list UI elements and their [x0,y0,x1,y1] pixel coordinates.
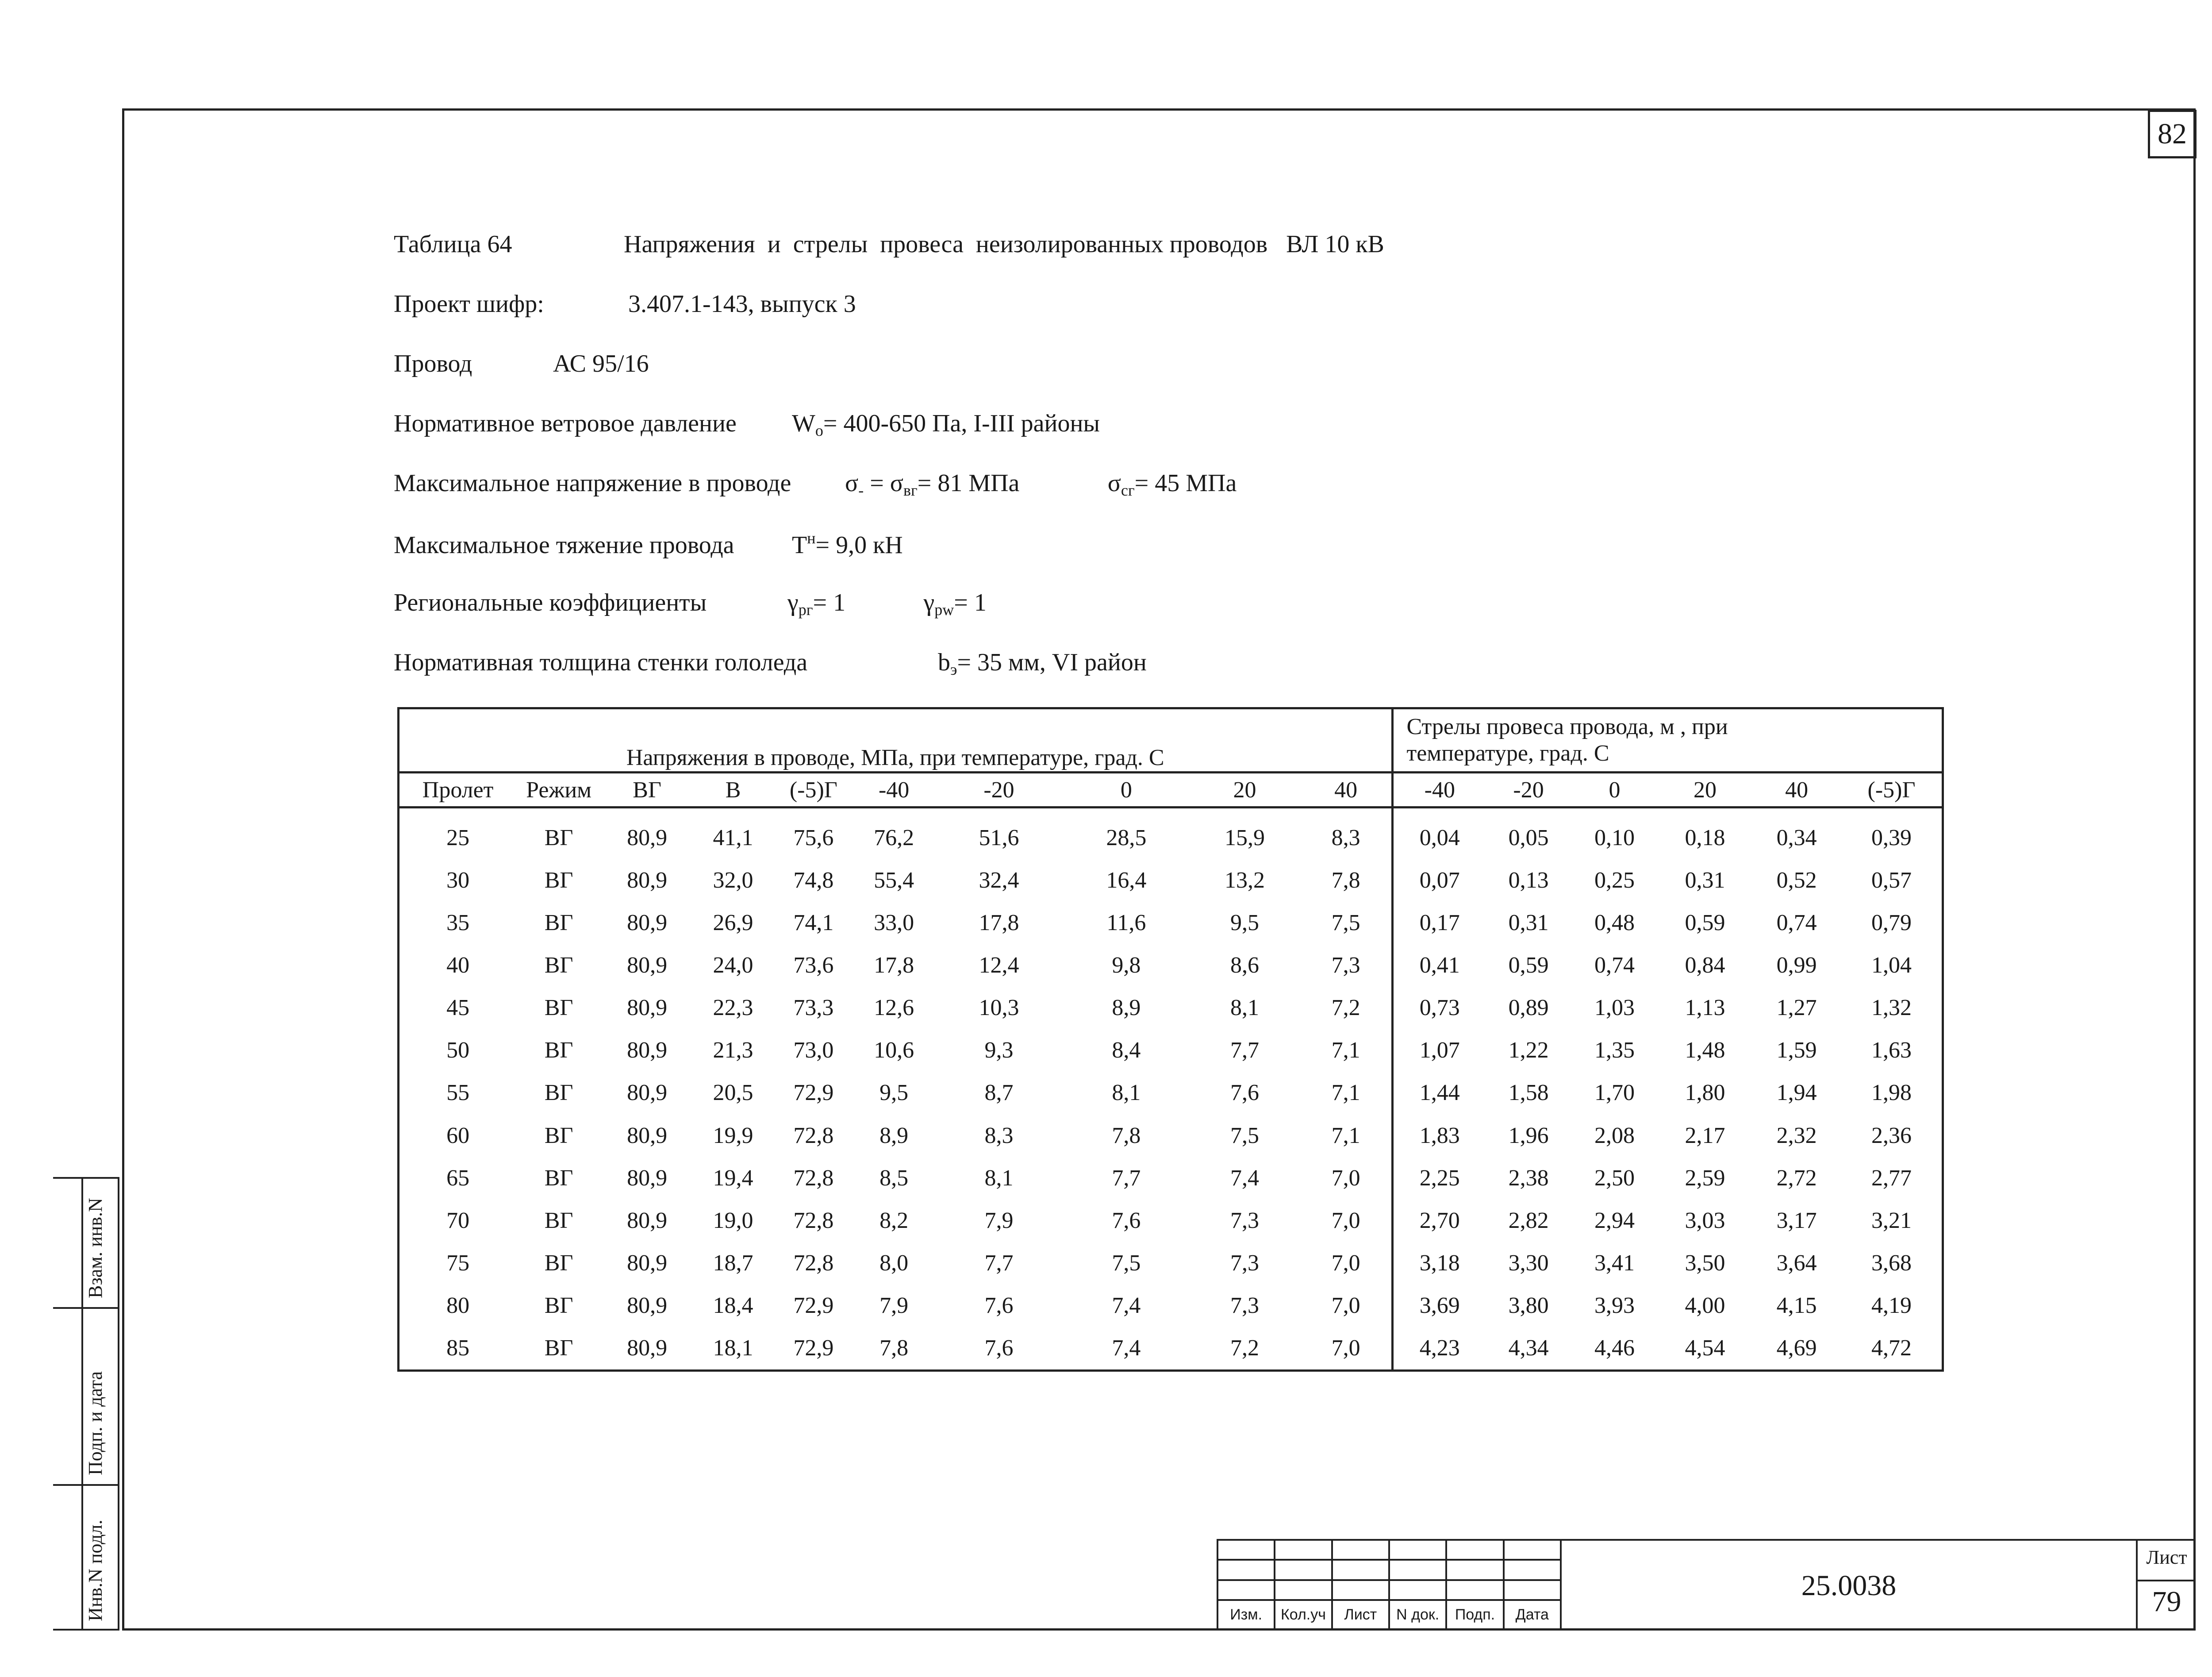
table-cell: 16,4 [1106,867,1147,893]
wire-line [394,350,649,378]
table-cell: 17,8 [979,910,1019,935]
table-cell: 0,04 [1419,825,1460,850]
column-header: -20 [934,773,1064,808]
table-cell: 2,25 [1419,1165,1460,1191]
coef-value-1: = 1 [813,589,846,616]
table-cell: 3,80 [1508,1293,1549,1319]
table-cell: 9,8 [1112,953,1141,978]
table-cell: 7,8 [1112,1123,1141,1148]
table-cell: 32,4 [979,867,1019,893]
table-cell: 7,3 [1230,1293,1260,1319]
revision-label: N док. [1389,1600,1446,1630]
table-cell: 2,17 [1685,1123,1725,1148]
table-cell: 70 [446,1208,470,1233]
table-cell: 7,4 [1112,1335,1141,1361]
table-cell: 80,9 [627,1208,668,1233]
document-code: 25.0038 [1562,1539,2136,1631]
table-cell: 17,8 [874,953,914,978]
revision-label: Изм. [1217,1600,1275,1630]
table-cell: 0,18 [1685,825,1725,850]
table-cell: 1,83 [1419,1123,1460,1148]
coef-line [394,588,987,619]
wind-line [394,409,1100,440]
table-cell: 0,25 [1594,867,1635,893]
table-cell: 73,6 [793,953,834,978]
table-cell: 3,30 [1508,1250,1549,1276]
table-cell: 8,4 [1112,1038,1141,1063]
column-header: 20 [1189,773,1301,808]
table-cell: 4,54 [1685,1335,1725,1361]
table-cell: 0,73 [1419,995,1460,1021]
table-cell: 55,4 [874,867,914,893]
table-cell: 8,2 [879,1208,909,1233]
sheet-number: 82 [2148,110,2197,158]
stress-line [394,469,1237,500]
column-header: Режим [516,773,601,808]
table-row [399,1072,1943,1114]
table-cell: 3,69 [1419,1293,1460,1319]
table-cell: 8,3 [984,1123,1014,1148]
table-cell: 3,17 [1776,1208,1817,1233]
table-cell: 80,9 [627,995,668,1021]
column-header: (-5)Г [1841,773,1943,808]
table-cell: 0,99 [1776,953,1817,978]
table-cell: 80,9 [627,1335,668,1361]
wind-label: Нормативное ветровое давление [394,410,737,437]
revision-grid [1217,1539,1562,1631]
table-cell: 12,6 [874,995,914,1021]
table-cell: 7,7 [1230,1038,1260,1063]
table-cell: 80,9 [627,953,668,978]
strip-label-replace: Взам. инв.N [84,1198,106,1298]
table-cell: 32,0 [713,867,753,893]
table-cell: 1,80 [1685,1080,1725,1106]
list-box [2136,1539,2196,1631]
table-cell: 0,10 [1594,825,1635,850]
table-cell: 0,39 [1871,825,1912,850]
column-header: 20 [1658,773,1752,808]
table-cell: 73,0 [793,1038,834,1063]
strip-line [53,1484,118,1486]
table-cell: 7,3 [1230,1208,1260,1233]
list-label: Лист [2146,1546,2187,1568]
table-cell: ВГ [544,910,573,935]
table-cell: 7,2 [1301,987,1392,1029]
strip-label-sign: Подп. и дата [84,1371,106,1475]
table-cell: 30 [446,867,470,893]
table-cell: 0,52 [1776,867,1817,893]
table-cell: 0,74 [1776,910,1817,935]
table-body [399,808,1943,1371]
table-cell: 1,03 [1594,995,1635,1021]
list-divider [2138,1580,2196,1581]
project-line [394,290,856,318]
table-cell: 1,04 [1871,953,1912,978]
table-cell: 4,00 [1685,1293,1725,1319]
table-cell: 0,31 [1508,910,1549,935]
table-cell: 7,0 [1301,1327,1392,1371]
table-cell: ВГ [544,1335,573,1361]
table-row [399,1327,1943,1371]
table-cell: 8,1 [1230,995,1260,1021]
table-cell: 4,19 [1871,1293,1912,1319]
table-cell: 0,79 [1871,910,1912,935]
table-row [399,987,1943,1029]
wind-value: = 400-650 Па, I-III районы [823,410,1100,437]
table-cell: 60 [446,1123,470,1148]
left-stamp-strip [53,1177,119,1631]
table-cell: 8,9 [1112,995,1141,1021]
wire-label: Провод [394,350,472,377]
table-cell: 20,5 [713,1080,753,1106]
table-cell: 9,3 [984,1038,1014,1063]
table-cell: 7,6 [984,1293,1014,1319]
table-cell: 33,0 [874,910,914,935]
column-header: В [693,773,773,808]
table-cell: 15,9 [1225,825,1265,850]
table-cell: 1,59 [1776,1038,1817,1063]
table-cell: 2,70 [1419,1208,1460,1233]
table-cell: 7,0 [1301,1199,1392,1242]
table-cell: 1,13 [1685,995,1725,1021]
table-cell: 26,9 [713,910,753,935]
table-cell: 3,03 [1685,1208,1725,1233]
stress-value-2: = 45 МПа [1134,469,1237,497]
table-cell: 80,9 [627,1165,668,1191]
column-header-row [399,773,1943,808]
table-cell: ВГ [544,995,573,1021]
table-cell: 74,1 [793,910,834,935]
table-cell: 7,1 [1301,1114,1392,1157]
table-cell: 0,57 [1871,867,1912,893]
table-cell: 11,6 [1106,910,1146,935]
table-cell: 3,68 [1871,1250,1912,1276]
table-cell: 7,5 [1230,1123,1260,1148]
table-cell: 13,2 [1225,867,1265,893]
table-cell: 2,36 [1871,1123,1912,1148]
table-cell: 75,6 [793,825,834,850]
table-cell: 7,9 [984,1208,1014,1233]
table-cell: 1,96 [1508,1123,1549,1148]
ice-line [394,648,1147,679]
table-cell: 65 [446,1165,470,1191]
table-cell: 72,8 [793,1165,834,1191]
strip-label-inv: Инв.N подл. [84,1519,106,1621]
column-header: 0 [1571,773,1658,808]
table-cell: 1,94 [1776,1080,1817,1106]
table-cell: 4,15 [1776,1293,1817,1319]
table-row [399,1029,1943,1072]
table-cell: 80,9 [627,1123,668,1148]
ice-symbol: $b_э$ [938,649,957,678]
table-cell: 19,0 [713,1208,753,1233]
table-cell: 9,5 [1230,910,1260,935]
revision-label: Подп. [1446,1600,1503,1630]
table-cell: 80,9 [627,1080,668,1106]
column-header: -20 [1486,773,1571,808]
table-cell: 72,9 [793,1293,834,1319]
table-cell: 7,0 [1301,1242,1392,1284]
table-cell: 10,6 [874,1038,914,1063]
table-cell: 3,41 [1594,1250,1635,1276]
table-cell: 19,9 [713,1123,753,1148]
table-cell: 22,3 [713,995,753,1021]
tension-line [394,529,903,559]
table-cell: ВГ [544,1250,573,1276]
table-cell: 80,9 [627,867,668,893]
table-cell: 18,1 [713,1335,753,1361]
table-cell: 9,5 [879,1080,909,1106]
table-cell: 3,64 [1776,1250,1817,1276]
table-cell: 85 [446,1335,470,1361]
table-cell: 0,89 [1508,995,1549,1021]
column-header: ВГ [601,773,693,808]
table-title: Напряжения и стрелы провеса неизолированных проводов ВЛ 10 кВ [624,231,1384,258]
stress-symbol: $\sigma_- = \sigma_{вг}$ [845,469,918,499]
stress-sag-table [397,707,1944,1372]
column-header: Пролет [399,773,517,808]
table-cell: 2,38 [1508,1165,1549,1191]
table-cell: 2,08 [1594,1123,1635,1148]
table-cell: 1,63 [1871,1038,1912,1063]
coef-label: Региональные коэффициенты [394,589,707,616]
strip-divider [81,1179,83,1629]
table-cell: 2,32 [1776,1123,1817,1148]
table-cell: 2,59 [1685,1165,1725,1191]
table-cell: 1,27 [1776,995,1817,1021]
table-cell: 75 [446,1250,470,1276]
coef-value-2: = 1 [954,589,987,616]
table-cell: 1,35 [1594,1038,1635,1063]
tension-value: = 9,0 кН [815,531,903,559]
table-cell: 1,22 [1508,1038,1549,1063]
table-cell: 7,7 [984,1250,1014,1276]
table-cell: 7,7 [1112,1165,1141,1191]
table-cell: ВГ [544,1165,573,1191]
table-cell: 8,9 [879,1123,909,1148]
table-cell: 7,0 [1301,1285,1392,1327]
table-cell: 3,50 [1685,1250,1725,1276]
table-cell: 7,4 [1112,1293,1141,1319]
table-cell: 80,9 [627,1293,668,1319]
table-cell: 2,77 [1871,1165,1912,1191]
table-row [399,859,1943,901]
table-cell: 24,0 [713,953,753,978]
table-cell: 7,2 [1230,1335,1260,1361]
table-cell: 28,5 [1106,825,1147,850]
revision-label: Дата [1504,1600,1561,1630]
table-cell: 12,4 [979,953,1019,978]
list-number: 79 [2152,1585,2181,1618]
stress-label: Максимальное напряжение в проводе [394,469,791,497]
table-cell: 7,4 [1230,1165,1260,1191]
table-cell: ВГ [544,1123,573,1148]
table-cell: 7,0 [1301,1157,1392,1199]
tension-symbol: $T^н$ [792,529,816,559]
table-cell: 35 [446,910,470,935]
table-cell: 7,1 [1301,1072,1392,1114]
table-cell: 0,31 [1685,867,1725,893]
table-cell: 10,3 [979,995,1019,1021]
table-cell: 0,74 [1594,953,1635,978]
table-cell: 18,7 [713,1250,753,1276]
table-cell: 1,98 [1871,1080,1912,1106]
table-label: Таблица 64 [394,231,512,258]
table-cell: 8,1 [1112,1080,1141,1106]
column-header: 40 [1752,773,1841,808]
table-cell: 7,6 [1112,1208,1141,1233]
table-cell: 25 [446,825,470,850]
table-cell: 55 [446,1080,470,1106]
coef-symbol-1: $\gamma_{рг}$ [787,589,813,619]
strip-line [53,1307,118,1309]
table-cell: 80 [446,1293,470,1319]
table-cell: 7,5 [1112,1250,1141,1276]
table-cell: 7,1 [1301,1029,1392,1072]
table-cell: ВГ [544,1293,573,1319]
table-cell: 2,82 [1508,1208,1549,1233]
coef-symbol-2: $\gamma_{рw}$ [923,589,954,619]
table-cell: 8,5 [879,1165,909,1191]
column-header: (-5)Г [773,773,854,808]
table-cell: 2,94 [1594,1208,1635,1233]
table-cell: 8,1 [984,1165,1014,1191]
table-cell: 0,84 [1685,953,1725,978]
project-label: Проект шифр: [394,290,544,318]
table-cell: 7,6 [1230,1080,1260,1106]
table-row [399,1199,1943,1242]
table-cell: 0,59 [1508,953,1549,978]
table-cell: 7,6 [984,1335,1014,1361]
revision-label: Лист [1332,1600,1389,1630]
table-cell: 19,4 [713,1165,753,1191]
table-row [399,901,1943,944]
table-cell: 72,8 [793,1208,834,1233]
table-cell: 0,07 [1419,867,1460,893]
table-row [399,1157,1943,1199]
table-cell: 72,9 [793,1335,834,1361]
table-caption [394,230,1384,258]
column-header: 40 [1301,773,1392,808]
table-cell: 7,8 [879,1335,909,1361]
table-cell: 18,4 [713,1293,753,1319]
table-cell: 0,48 [1594,910,1635,935]
stress-value-1: = 81 МПа [917,469,1020,497]
table-cell: 80,9 [627,825,668,850]
table-cell: 1,07 [1419,1038,1460,1063]
table-cell: 1,70 [1594,1080,1635,1106]
table-row [399,808,1943,859]
table-cell: 41,1 [713,825,753,850]
sag-group-header: Стрелы провеса провода, м , при температуре, град. С [1392,708,1943,773]
table-cell: 72,8 [793,1250,834,1276]
table-cell: 51,6 [979,825,1019,850]
table-cell: 0,17 [1419,910,1460,935]
table-cell: ВГ [544,825,573,850]
table-cell: ВГ [544,1080,573,1106]
table-row [399,1242,1943,1284]
table-row [399,944,1943,986]
table-row [399,1285,1943,1327]
table-cell: 7,9 [879,1293,909,1319]
table-cell: 0,41 [1419,953,1460,978]
table-cell: 72,9 [793,1080,834,1106]
column-header: 0 [1064,773,1189,808]
table-cell: 1,32 [1871,995,1912,1021]
table-cell: 80,9 [627,1250,668,1276]
wire-value: АС 95/16 [553,350,649,377]
table-cell: 7,5 [1301,901,1392,944]
table-cell: 8,7 [984,1080,1014,1106]
stress-group-header: Напряжения в проводе, МПа, при температуре, град. С [399,708,1393,773]
table-cell: 4,72 [1871,1335,1912,1361]
table-cell: 7,8 [1301,859,1392,901]
table-cell: 40 [446,953,470,978]
table-cell: 1,48 [1685,1038,1725,1063]
table-cell: 80,9 [627,910,668,935]
table-cell: 4,34 [1508,1335,1549,1361]
table-cell: 0,05 [1508,825,1549,850]
table-cell: 0,13 [1508,867,1549,893]
table-cell: 4,46 [1594,1335,1635,1361]
stress-symbol-2: $\sigma_{сг}$ [1107,469,1135,499]
table-cell: ВГ [544,1038,573,1063]
column-header: -40 [1392,773,1486,808]
table-cell: 74,8 [793,867,834,893]
table-cell: 45 [446,995,470,1021]
table-cell: 76,2 [874,825,914,850]
table-cell: 4,69 [1776,1335,1817,1361]
table-cell: 0,34 [1776,825,1817,850]
table-cell: 7,3 [1301,944,1392,986]
table-cell: 21,3 [713,1038,753,1063]
column-header: -40 [854,773,934,808]
table-row [399,1114,1943,1157]
table-cell: 0,59 [1685,910,1725,935]
table-cell: 3,18 [1419,1250,1460,1276]
table-cell: 1,58 [1508,1080,1549,1106]
table-cell: 3,21 [1871,1208,1912,1233]
ice-value: = 35 мм, VI район [957,649,1147,676]
table-cell: ВГ [544,867,573,893]
project-value: 3.407.1-143, выпуск 3 [628,290,856,318]
table-cell: 8,6 [1230,953,1260,978]
table-cell: 72,8 [793,1123,834,1148]
table-cell: 8,3 [1301,808,1392,859]
table-cell: 73,3 [793,995,834,1021]
revision-label: Кол.уч [1275,1600,1332,1630]
table-cell: 80,9 [627,1038,668,1063]
table-cell: ВГ [544,1208,573,1233]
table-cell: 7,3 [1230,1250,1260,1276]
table-cell: 4,23 [1419,1335,1460,1361]
ice-label: Нормативная толщина стенки гололеда [394,649,808,676]
table-cell: 1,44 [1419,1080,1460,1106]
table-cell: 2,72 [1776,1165,1817,1191]
table-cell: 3,93 [1594,1293,1635,1319]
revision-labels [1217,1600,1561,1630]
table-cell: 2,50 [1594,1165,1635,1191]
wind-symbol: $W_o$ [792,410,823,439]
table-cell: 50 [446,1038,470,1063]
table-cell: ВГ [544,953,573,978]
table-cell: 8,0 [879,1250,909,1276]
tension-label: Максимальное тяжение провода [394,531,734,559]
